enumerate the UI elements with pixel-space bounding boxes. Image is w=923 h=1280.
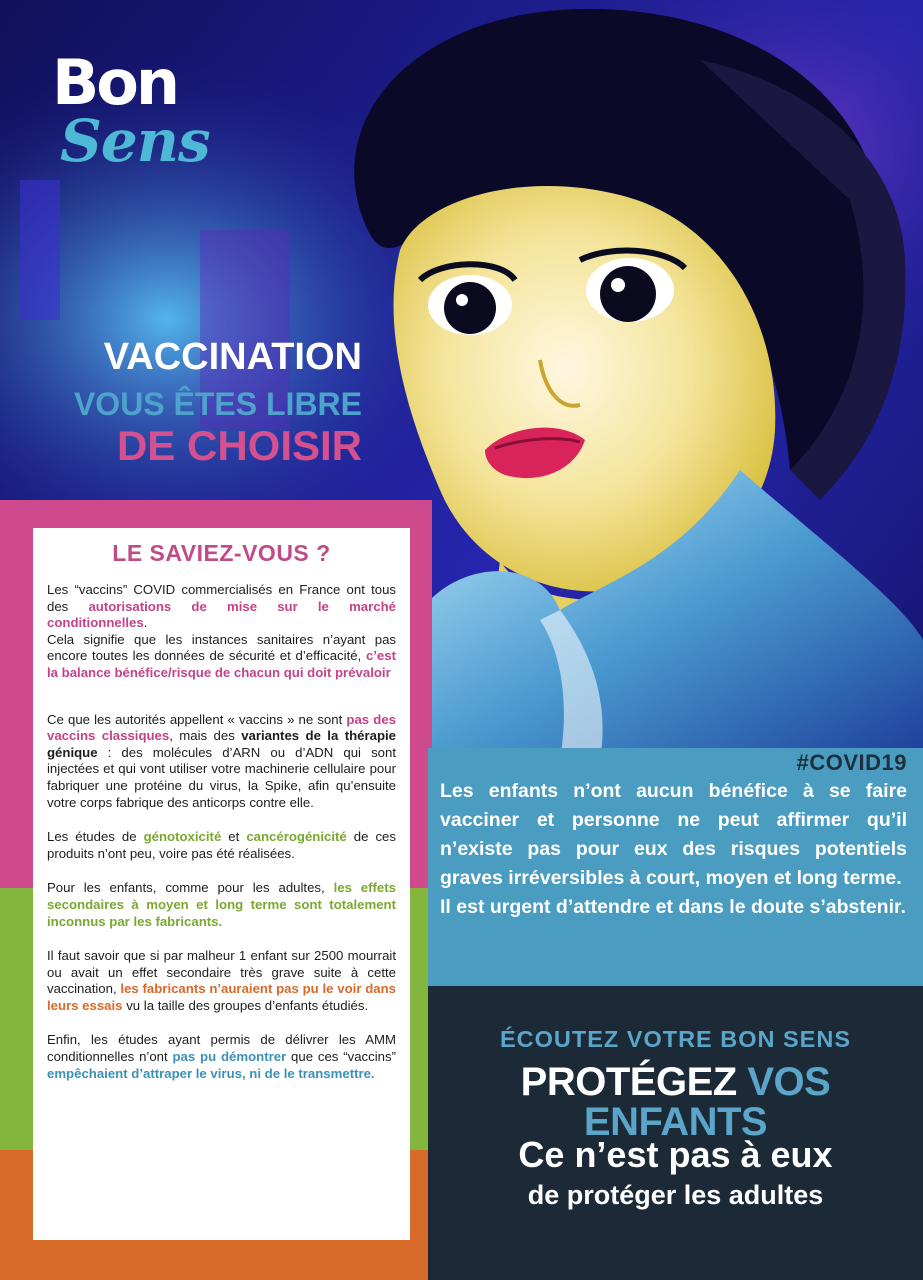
text: et bbox=[221, 829, 247, 845]
protegez-white: PROTÉGEZ bbox=[520, 1060, 737, 1104]
paragraph-instances bbox=[47, 632, 396, 682]
highlight: pas pu démontrer bbox=[172, 1049, 287, 1065]
highlight: les effets secondaires à moyen et long terme sont totalement inconnus par les fabricants. bbox=[47, 880, 396, 929]
info-card bbox=[33, 528, 410, 1240]
bon-sens-logo bbox=[52, 46, 222, 202]
text: de ces produits n’ont peu, voire pas été réalisées. bbox=[47, 829, 396, 861]
highlight: génotoxicité bbox=[143, 829, 222, 845]
text: vu la taille des groupes d’enfants étudiés. bbox=[122, 997, 369, 1013]
text: Les “vaccins” COVID commercialisés en France ont tous des bbox=[47, 582, 396, 614]
text: : des molécules d’ARN ou d’ADN qui sont injectées et qui vont utiliser votre machinerie cellulaire pour fabriquer une protéine du virus, la Spike, afin qu’ensuite votre corps fabrique des anticorps contre elle. bbox=[47, 744, 396, 810]
ecoutez-heading: ÉCOUTEZ VOTRE BON SENS bbox=[499, 1026, 852, 1052]
proteger-adultes-line: de protéger les adultes bbox=[527, 1180, 824, 1210]
highlight: cancérogénicité bbox=[246, 829, 347, 845]
text: . bbox=[143, 615, 148, 631]
paragraph-therapie-genique bbox=[47, 712, 396, 812]
text: que ces “vaccins” bbox=[286, 1049, 396, 1065]
protegez-heading bbox=[428, 1062, 923, 1142]
paragraph-fabricants bbox=[47, 948, 396, 1014]
ce-nest-line: Ce n’est pas à eux bbox=[518, 1134, 833, 1175]
covid-text bbox=[440, 777, 907, 922]
logo-word-sens: Sens bbox=[60, 107, 210, 175]
paragraph-autorisations bbox=[47, 582, 396, 632]
covid-box bbox=[428, 748, 923, 986]
covid-text-main: Les enfants n’ont aucun bénéfice à se faire vacciner et personne ne peut affirmer qu’il n’existe pas pour eux des risques potentiels graves irréversibles à court, moyen et long terme. bbox=[440, 780, 907, 889]
bottom-message-panel bbox=[428, 986, 923, 1280]
text: Cela signifie que les instances sanitaires n’ayant pas encore toutes les données de sécurité et d’efficacité, bbox=[47, 631, 396, 664]
highlight: les fabricants n’auraient pas pu le voir dans leurs essais bbox=[47, 981, 396, 1013]
text: Les études de bbox=[47, 829, 144, 845]
protegez-blue: VOS ENFANTS bbox=[583, 1060, 831, 1144]
covid-hashtag: #COVID19 bbox=[796, 750, 907, 775]
paragraph-effets-secondaires bbox=[47, 880, 396, 930]
highlight: pas des vaccins classiques bbox=[47, 711, 396, 744]
text: Enfin, les études ayant permis de délivrer les AMM conditionnelles n’ont bbox=[47, 1032, 396, 1065]
logo-word-bon: Bon bbox=[52, 46, 177, 119]
text: Ce que les autorités appellent « vaccins » ne sont bbox=[47, 711, 347, 727]
text: Pour les enfants, comme pour les adultes, bbox=[47, 880, 334, 896]
headline-libre: VOUS ÊTES LIBRE bbox=[73, 386, 362, 422]
paragraph-amm bbox=[47, 1032, 396, 1082]
text: Il faut savoir que si par malheur 1 enfant sur 2500 mourrait ou avait un effet secondaire très grave suite à cette vaccination, bbox=[47, 948, 396, 997]
covid-text-urgent: Il est urgent d’attendre et dans le doute s’abstenir. bbox=[440, 896, 906, 918]
highlight: c’est la balance bénéfice/risque de chacun qui doit prévaloir bbox=[47, 648, 396, 680]
headline-vaccination: VACCINATION bbox=[103, 336, 362, 378]
highlight: autorisations de mise sur le marché conditionnelles bbox=[47, 598, 396, 631]
paragraph-genotoxicite bbox=[47, 829, 396, 862]
card-title: LE SAVIEZ-VOUS ? bbox=[112, 540, 331, 566]
headline-choisir: DE CHOISIR bbox=[116, 422, 362, 469]
highlight: empêchaient d’attraper le virus, ni de le transmettre. bbox=[47, 1065, 375, 1081]
highlight: variantes de la thérapie génique bbox=[47, 728, 396, 760]
text: , mais des bbox=[169, 728, 242, 744]
